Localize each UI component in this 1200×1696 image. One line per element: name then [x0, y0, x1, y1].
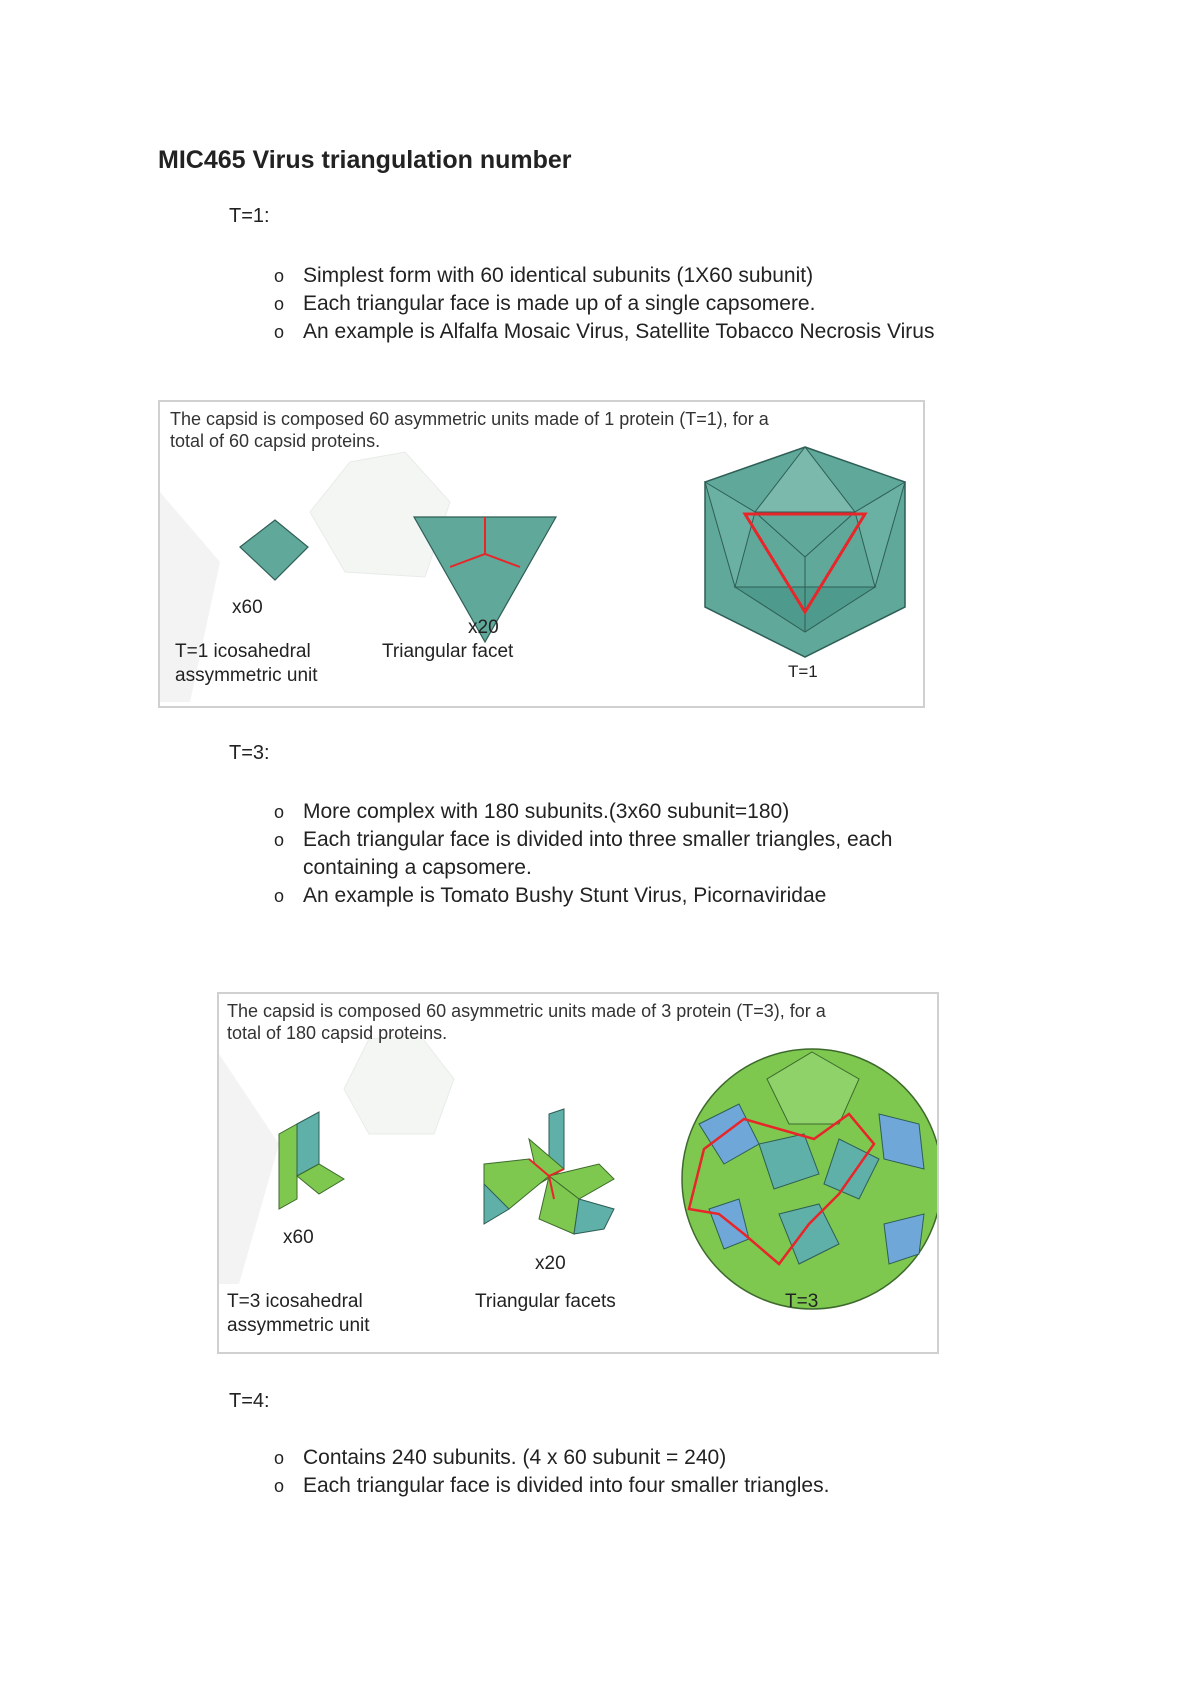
facet-multiplier: x20 [468, 617, 499, 638]
unit-label-line2: assymmetric unit [227, 1315, 370, 1336]
faded-icosahedron [344, 1034, 454, 1134]
list-item: o Each triangular face is divided into four smaller triangles. [0, 1472, 1200, 1500]
bullet-glyph: o [274, 266, 285, 286]
section-label-t3: T=3: [229, 742, 270, 764]
faded-icosahedron [310, 452, 450, 577]
bullet-glyph: o [274, 830, 285, 850]
list-item: o Each triangular face is divided into three smaller triangles, each containing a capsomere. [274, 828, 893, 879]
section-label-t1: T=1: [229, 205, 270, 227]
asymmetric-unit-shape [240, 520, 308, 580]
capsid-label: T=1 [788, 662, 818, 681]
bullet-glyph: o [274, 886, 285, 906]
list-item: o Contains 240 subunits. (4 x 60 subunit = 240) [0, 1444, 1200, 1472]
bullet-glyph: o [274, 322, 285, 342]
unit-multiplier: x60 [283, 1227, 314, 1248]
figure-caption-line1: The capsid is composed 60 asymmetric units made of 3 protein (T=3), for a [227, 1001, 826, 1021]
asymmetric-unit-shape [279, 1124, 297, 1209]
facet-label: Triangular facet [382, 641, 514, 662]
unit-label-line1: T=3 icosahedral [227, 1291, 363, 1312]
list-item: o An example is Alfalfa Mosaic Virus, Satellite Tobacco Necrosis Virus [0, 318, 1200, 346]
figure-caption-line2: total of 60 capsid proteins. [170, 431, 381, 451]
faded-shape [219, 1054, 279, 1284]
figure-t3 [217, 992, 939, 1354]
page-title: MIC465 Virus triangulation number [158, 146, 572, 174]
figure-caption-line1: The capsid is composed 60 asymmetric units made of 1 protein (T=1), for a [170, 409, 769, 429]
facet-multiplier: x20 [535, 1253, 566, 1274]
unit-label-line2: assymmetric unit [175, 665, 318, 686]
bullet-glyph: o [274, 802, 285, 822]
bullet-glyph: o [274, 294, 285, 314]
bullet-glyph: o [274, 1448, 285, 1468]
figure-t1 [158, 400, 925, 708]
unit-multiplier: x60 [232, 597, 263, 618]
figure-caption-line2: total of 180 capsid proteins. [227, 1023, 448, 1043]
list-item: o An example is Tomato Bushy Stunt Virus, Picornaviridae [0, 882, 1200, 910]
bullet-list-t3 [0, 798, 1200, 910]
list-item: o Simplest form with 60 identical subunits (1X60 subunit) [0, 262, 1200, 290]
capsid-label: T=3 [785, 1291, 819, 1312]
facet-label: Triangular facets [475, 1291, 616, 1312]
bullet-list-t4 [0, 1444, 1200, 1500]
bullet-glyph: o [274, 1476, 285, 1496]
unit-label-line1: T=1 icosahedral [175, 641, 311, 662]
bullet-list-t1 [0, 262, 1200, 346]
facet-piece [574, 1199, 614, 1234]
section-label-t4: T=4: [229, 1390, 270, 1412]
list-item: o Each triangular face is made up of a single capsomere. [0, 290, 1200, 318]
list-item: o More complex with 180 subunits.(3x60 subunit=180) [0, 798, 1200, 826]
